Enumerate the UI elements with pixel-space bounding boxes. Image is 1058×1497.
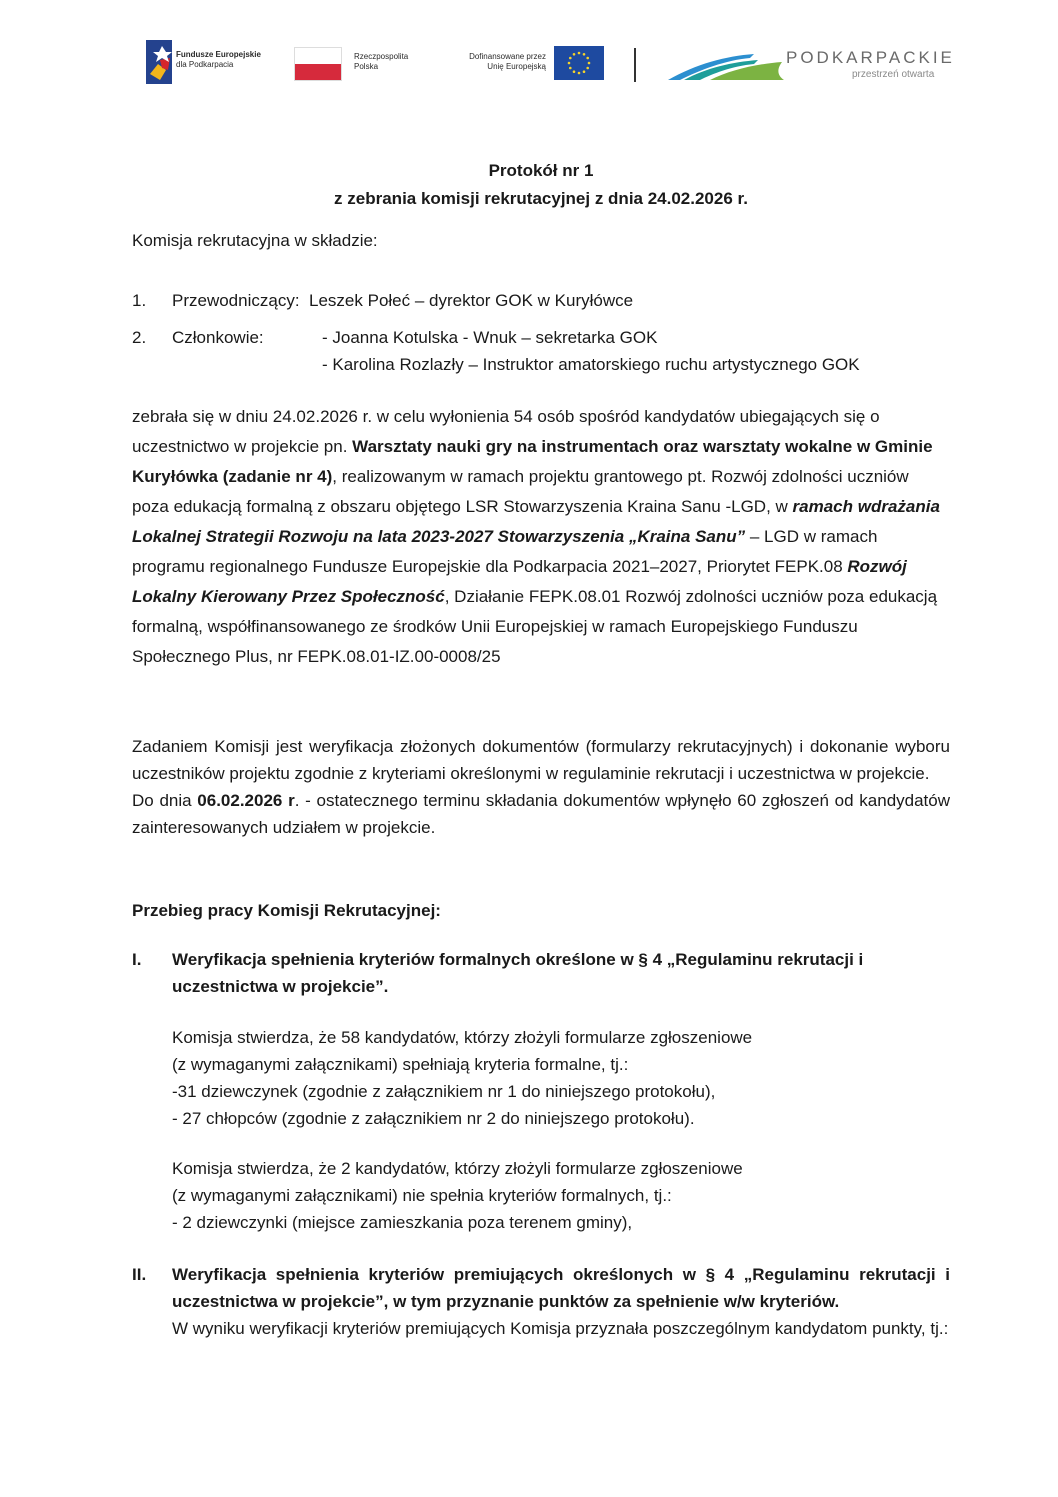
title-line2: z zebrania komisji rekrutacyjnej z dnia 24.02.2026 r. <box>334 189 748 208</box>
rejected-line: Komisja stwierdza, że 2 kandydatów, którzy złożyli formularze zgłoszeniowe <box>172 1159 743 1178</box>
fe-line2: dla Podkarpacia <box>176 60 234 69</box>
paragraph-purpose <box>132 402 950 672</box>
qualified-line: (z wymaganymi załącznikami) spełniają kryteria formalne, tj.: <box>172 1055 629 1074</box>
rp-line2: Polska <box>354 62 379 71</box>
members-label: Członkowie: <box>172 328 264 347</box>
logo-podkarpackie <box>666 44 976 86</box>
fe-line1: Fundusze Europejskie <box>176 50 261 59</box>
committee-members <box>132 324 950 378</box>
qualified-line: - 27 chłopców (zgodnie z załącznikiem nr 2 do niniejszego protokołu). <box>172 1109 695 1128</box>
task-text: Zadaniem Komisji jest weryfikacja złożonych dokumentów (formularzy rekrutacyjnych) i dokonanie wyboru uczestników projektu zgodnie z kryteriami określonymi w regulaminie rekrutacji i uczestnictwa w projekcie. <box>132 737 950 783</box>
section-heading: Przebieg pracy Komisji Rekrutacyjnej: <box>132 901 441 920</box>
section-2 <box>132 1261 950 1342</box>
polish-flag-icon <box>294 47 342 81</box>
chair-value: Leszek Połeć – dyrektor GOK w Kuryłówce <box>309 291 634 310</box>
qualified-line: -31 dziewczynek (zgodnie z załącznikiem nr 1 do niniejszego protokołu), <box>172 1082 716 1101</box>
section-1-number: I. <box>132 950 142 969</box>
purpose-text-4: , Działanie FEPK.08.01 Rozwój zdolności uczniów poza edukacją formalną, współfinansowanego ze środków Unii Europejskiej w ramach Europejskiego Funduszu Społecznego Plus, nr FEPK.08.01-IZ.00-0008/25 <box>132 587 938 666</box>
eu-line1: Dofinansowane przez <box>469 52 546 61</box>
document-title <box>132 157 950 213</box>
logo-rzeczpospolita <box>294 47 444 83</box>
member-1: - Joanna Kotulska - Wnuk – sekretarka GOK <box>322 328 658 347</box>
committee-intro: Komisja rekrutacyjna w składzie: <box>132 231 378 250</box>
section-1-heading <box>132 946 950 1000</box>
logo-separator <box>634 48 636 82</box>
member-2: - Karolina Rozlazły – Instruktor amatorskiego ruchu artystycznego GOK <box>322 355 860 374</box>
logo-eu <box>444 46 604 82</box>
priority-name: Rozwój Lokalny Kierowany Przez Społeczność <box>132 557 907 606</box>
podkarpackie-tagline: przestrzeń otwarta <box>852 69 935 80</box>
purpose-text-3: – LGD w ramach programu regionalnego Fundusze Europejskie dla Podkarpacia 2021–2027, Priorytet FEPK.08 <box>132 527 878 576</box>
section-1-qualified <box>132 1024 950 1132</box>
eu-line2: Unię Europejską <box>487 62 546 71</box>
podkarpackie-name: PODKARPACKIE <box>786 48 955 67</box>
fe-logo-icon <box>146 40 172 84</box>
section-1-rejected <box>132 1155 950 1236</box>
deadline-text-2: . - ostatecznego terminu składania dokumentów wpłynęło 60 zgłoszeń od kandydatów zainteresowanych udziałem w projekcie. <box>132 791 951 837</box>
rp-line1: Rzeczpospolita <box>354 52 409 61</box>
qualified-line: Komisja stwierdza, że 58 kandydatów, którzy złożyli formularze zgłoszeniowe <box>172 1028 753 1047</box>
section-2-number: II. <box>132 1265 147 1284</box>
purpose-text-1: zebrała się w dniu 24.02.2026 r. w celu wyłonienia 54 osób spośród kandydatów ubiegających się o uczestnictwo w projekcie pn. <box>132 407 880 456</box>
strategy-name: ramach wdrażania Lokalnej Strategii Rozwoju na lata 2023-2027 Stowarzyszenia „Kraina Sanu” <box>132 497 940 546</box>
header-logos <box>146 38 976 88</box>
project-name: Warsztaty nauki gry na instrumentach oraz warsztaty wokalne w Gminie Kuryłówka (zadanie nr 4) <box>132 437 933 486</box>
purpose-text-2: , realizowanym w ramach projektu grantowego pt. Rozwój zdolności uczniów poza edukacją formalną z obszaru objętego LSR Stowarzyszenia Kraina Sanu -LGD, w <box>132 467 909 516</box>
paragraph-task <box>132 733 950 841</box>
section-2-text: W wyniku weryfikacji kryteriów premiujących Komisja przyznała poszczególnym kandydatom punkty, tj.: <box>172 1319 949 1338</box>
section-2-title: Weryfikacja spełnienia kryteriów premiujących określonych w § 4 „Regulaminu rekrutacji i uczestnictwa w projekcie”, w tym przyznanie punktów za spełnienie w/w kryteriów. <box>172 1265 950 1311</box>
chair-number: 1. <box>132 291 147 310</box>
deadline-line <box>132 787 950 841</box>
section-1-title: Weryfikacja spełnienia kryteriów formalnych określone w § 4 „Regulaminu rekrutacji i uczestnictwa w projekcie”. <box>172 950 864 996</box>
title-line1: Protokół nr 1 <box>488 161 594 180</box>
logo-fundusze-europejskie <box>146 38 296 86</box>
rejected-line: - 2 dziewczynki (miejsce zamieszkania poza terenem gminy), <box>172 1213 633 1232</box>
deadline-date: 06.02.2026 r <box>197 791 295 810</box>
committee-chair <box>132 288 950 314</box>
eu-flag-icon <box>554 46 604 80</box>
podkarpackie-wave-icon <box>666 50 784 80</box>
deadline-text-1: Do dnia <box>132 791 198 810</box>
members-number: 2. <box>132 328 147 347</box>
chair-label: Przewodniczący: <box>172 291 300 310</box>
rejected-line: (z wymaganymi załącznikami) nie spełnia kryteriów formalnych, tj.: <box>172 1186 672 1205</box>
